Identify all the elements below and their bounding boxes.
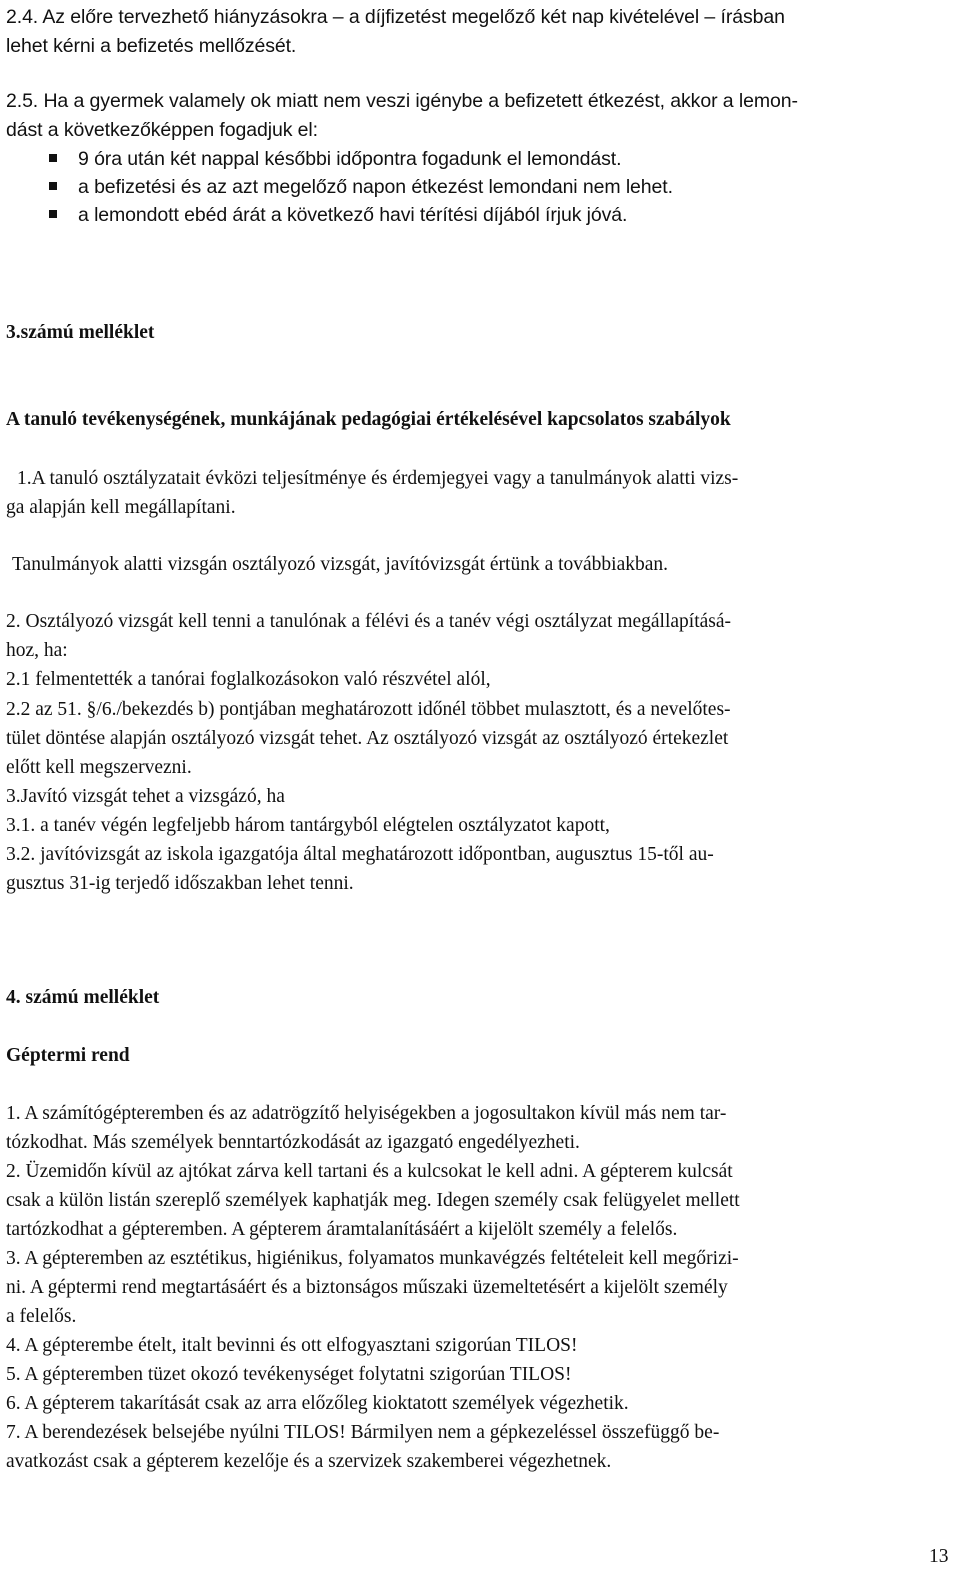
annex-4-line: 4. A gépterembe ételt, italt bevinni és ott elfogyasztani szigorúan TILOS!	[6, 1335, 578, 1356]
annex-3-p3-1: 3.1. a tanév végén legfeljebb három tantárgyból elégtelen osztályzatot kapott,	[6, 815, 610, 836]
annex-3-title: A tanuló tevékenységének, munkájának pedagógiai értékelésével kapcsolatos szabályok	[6, 409, 731, 430]
annex-4-line: 3. A gépteremben az esztétikus, higiénikus, folyamatos munkavégzés feltételeit kell megőrizi-	[6, 1248, 739, 1269]
annex-3-heading: 3.számú melléklet	[6, 322, 155, 343]
page-number: 13	[929, 1546, 949, 1567]
annex-4-line: 5. A gépteremben tüzet okozó tevékenységet folytatni szigorúan TILOS!	[6, 1364, 572, 1385]
annex-3-p1-line-2: ga alapján kell megállapítani.	[6, 497, 236, 518]
annex-4-heading: 4. számú melléklet	[6, 987, 160, 1008]
square-bullet-icon	[49, 182, 57, 190]
paragraph-2-4-line-2: lehet kérni a befizetés mellőzését.	[6, 35, 297, 57]
annex-4-line: tózkodhat. Más személyek benntartózkodását az igazgató engedélyezheti.	[6, 1132, 580, 1153]
annex-3-p2-2-line-1: 2.2 az 51. §/6./bekezdés b) pontjában meghatározott időnél többet mulasztott, és a nevelőtes-	[6, 699, 731, 720]
bullet-item-3: a lemondott ebéd árát a következő havi térítési díjából írjuk jóvá.	[78, 204, 628, 226]
annex-4-line: avatkozást csak a gépterem kezelője és a szervizek szakemberei végezhetnek.	[6, 1451, 612, 1472]
annex-3-exam-definition: Tanulmányok alatti vizsgán osztályozó vizsgát, javítóvizsgát értünk a továbbiakban.	[12, 554, 669, 575]
annex-3-p2-line-2: hoz, ha:	[6, 640, 68, 661]
annex-3-p3-2-line-1: 3.2. javítóvizsgát az iskola igazgatója által meghatározott időpontban, augusztus 15-től au-	[6, 844, 714, 865]
annex-3-p2-2-line-3: előtt kell megszervezni.	[6, 757, 192, 778]
square-bullet-icon	[49, 210, 57, 218]
annex-4-line: 7. A berendezések belsejébe nyúlni TILOS! Bármilyen nem a gépkezeléssel összefüggő be-	[6, 1422, 720, 1443]
paragraph-2-4-line-1: 2.4. Az előre tervezhető hiányzásokra – a díjfizetést megelőző két nap kivételével – írásban	[6, 6, 785, 28]
paragraph-2-5-line-1: 2.5. Ha a gyermek valamely ok miatt nem veszi igénybe a befizetett étkezést, akkor a lemon-	[6, 90, 798, 112]
annex-4-title: Géptermi rend	[6, 1045, 130, 1066]
annex-3-p2-2-line-2: tület döntése alapján osztályozó vizsgát tehet. Az osztályozó vizsgát az osztályozó értekezlet	[6, 728, 729, 749]
bullet-item-2: a befizetési és az azt megelőző napon étkezést lemondani nem lehet.	[78, 176, 673, 198]
square-bullet-icon	[49, 154, 57, 162]
annex-3-p3: 3.Javító vizsgát tehet a vizsgázó, ha	[6, 786, 285, 807]
annex-3-p1-line-1: 1.A tanuló osztályzatait évközi teljesítménye és érdemjegyei vagy a tanulmányok alatti vizs-	[17, 468, 739, 489]
annex-3-p2-1: 2.1 felmentették a tanórai foglalkozásokon való részvétel alól,	[6, 669, 491, 690]
annex-3-p2-line-1: 2. Osztályozó vizsgát kell tenni a tanulónak a félévi és a tanév végi osztályzat megállapításá-	[6, 611, 732, 632]
annex-4-line: 1. A számítógépteremben és az adatrögzítő helyiségekben a jogosultakon kívül más nem tar-	[6, 1103, 727, 1124]
annex-4-line: csak a külön listán szereplő személyek kaphatják meg. Idegen személy csak felügyelet mellett	[6, 1190, 740, 1211]
annex-4-line: 6. A gépterem takarítását csak az arra előzőleg kioktatott személyek végezhetik.	[6, 1393, 629, 1414]
annex-4-line: a felelős.	[6, 1306, 77, 1327]
bullet-item-1: 9 óra után két nappal későbbi időpontra fogadunk el lemondást.	[78, 148, 622, 170]
annex-4-line: ni. A géptermi rend megtartásáért és a biztonságos műszaki üzemeltetésért a kijelölt személy	[6, 1277, 728, 1298]
annex-3-p3-2-line-2: gusztus 31-ig terjedő időszakban lehet tenni.	[6, 873, 354, 894]
annex-4-line: 2. Üzemidőn kívül az ajtókat zárva kell tartani és a kulcsokat le kell adni. A gépterem kulcsát	[6, 1161, 733, 1182]
annex-4-line: tartózkodhat a gépteremben. A gépterem áramtalanításáért a kijelölt személy a felelős.	[6, 1219, 678, 1240]
paragraph-2-5-line-2: dást a következőképpen fogadjuk el:	[6, 119, 318, 141]
